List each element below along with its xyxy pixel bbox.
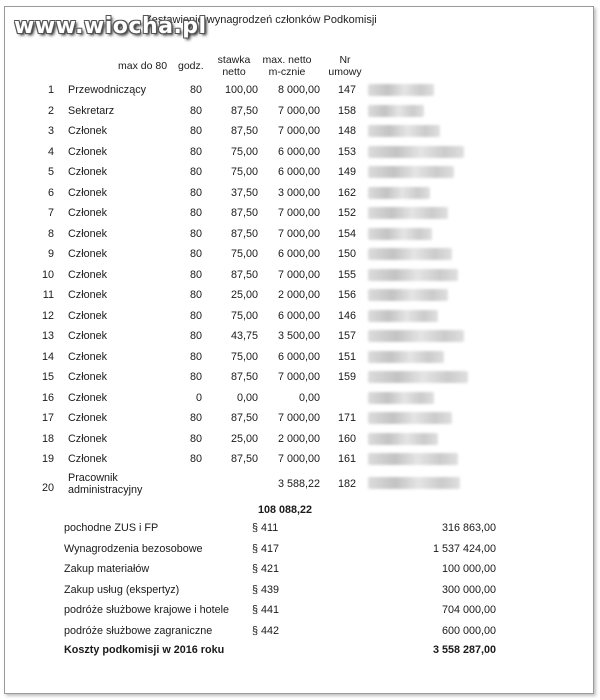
cost-code: § 421 — [252, 563, 280, 575]
row-number: 2 — [47, 104, 54, 117]
cost-amount: 704 000,00 — [441, 604, 496, 616]
row-contract-nr: 161 — [337, 453, 356, 465]
row-number: 13 — [41, 330, 54, 342]
cost-row — [0, 604, 600, 624]
row-role: Członek — [68, 330, 108, 342]
redacted-name — [368, 330, 464, 342]
row-hours: 80 — [189, 104, 202, 117]
table-row — [0, 453, 600, 473]
row-rate: 37,50 — [230, 186, 258, 199]
row-role: Członek — [68, 391, 108, 404]
final-cost-amount: 3 558 287,00 — [432, 644, 496, 656]
row-hours: 80 — [189, 84, 202, 96]
row-rate: 87,50 — [230, 125, 258, 137]
row-number: 8 — [47, 227, 54, 240]
row-hours: 80 — [189, 309, 202, 322]
row-contract-nr: 146 — [337, 309, 356, 322]
row-hours: 80 — [189, 412, 202, 424]
row-hours: 80 — [189, 125, 202, 137]
row-hours: 80 — [189, 268, 202, 281]
redacted-name — [368, 433, 438, 445]
row-rate: 75,00 — [230, 166, 258, 178]
row-hours: 80 — [189, 453, 202, 465]
row-max-net: 0,00 — [298, 391, 320, 404]
row-contract-nr: 182 — [337, 478, 356, 490]
row-role: Członek — [68, 248, 108, 260]
row-hours: 80 — [189, 371, 202, 383]
redacted-name — [368, 392, 434, 404]
row-hours: 80 — [189, 330, 202, 342]
row-contract-nr: 148 — [337, 125, 356, 137]
row-max-net: 7 000,00 — [277, 453, 320, 465]
row-max-net: 3 000,00 — [277, 186, 320, 199]
redacted-name — [368, 477, 460, 489]
row-number: 16 — [41, 391, 54, 404]
row-max-net: 7 000,00 — [277, 207, 320, 219]
row-max-net: 3 588,22 — [277, 478, 320, 490]
row-max-net: 6 000,00 — [277, 145, 320, 158]
redacted-name — [368, 412, 452, 424]
row-hours: 80 — [189, 186, 202, 199]
row-number: 14 — [41, 350, 54, 363]
header-max: max do 80 — [118, 60, 168, 72]
row-max-net: 6 000,00 — [277, 350, 320, 363]
cost-code: § 439 — [252, 583, 280, 596]
row-number: 19 — [41, 453, 54, 465]
row-rate: 25,00 — [230, 289, 258, 301]
row-number: 6 — [47, 186, 54, 199]
row-number: 12 — [41, 309, 54, 322]
row-max-net: 2 000,00 — [277, 289, 320, 301]
row-role: Członek — [68, 166, 108, 178]
row-rate: 87,50 — [230, 207, 258, 219]
row-rate: 87,50 — [230, 104, 258, 117]
row-hours: 80 — [189, 227, 202, 240]
document-title: Zestawienie wynagrodzeń członków Podkomisji — [145, 14, 377, 26]
redacted-name — [368, 105, 424, 117]
cost-code: § 417 — [252, 542, 280, 555]
row-role: Członek — [68, 309, 108, 322]
cost-code: § 441 — [252, 604, 280, 616]
row-role: Członek — [68, 125, 108, 137]
header-rate — [214, 54, 254, 78]
row-contract-nr: 160 — [337, 432, 356, 445]
row-role: Sekretarz — [68, 104, 115, 117]
row-role: Członek — [68, 268, 108, 281]
cost-row — [0, 543, 600, 563]
row-contract-nr: 153 — [337, 145, 356, 158]
row-hours: 80 — [189, 350, 202, 363]
table-row — [0, 125, 600, 145]
row-contract-nr: 150 — [337, 248, 356, 260]
table-row — [0, 207, 600, 227]
row-number: 9 — [47, 248, 54, 260]
row-rate: 87,50 — [230, 268, 258, 281]
redacted-name — [368, 228, 432, 240]
row-max-net: 6 000,00 — [277, 166, 320, 178]
row-number: 4 — [47, 145, 54, 158]
row-role: Członek — [68, 207, 108, 219]
row-max-net: 3 500,00 — [277, 330, 320, 342]
redacted-name — [368, 248, 452, 260]
row-contract-nr: 149 — [337, 166, 356, 178]
row-rate: 100,00 — [224, 84, 258, 96]
table-row — [0, 310, 600, 330]
final-cost-row — [0, 644, 600, 664]
row-number: 1 — [47, 84, 54, 96]
table-row — [0, 289, 600, 309]
table-row — [0, 351, 600, 371]
cost-amount: 600 000,00 — [441, 624, 496, 637]
table-row — [0, 412, 600, 432]
row-contract-nr: 159 — [337, 371, 356, 383]
row-max-net: 6 000,00 — [277, 309, 320, 322]
redacted-name — [368, 453, 458, 465]
table-row — [0, 269, 600, 289]
row-number: 3 — [47, 125, 54, 137]
row-contract-nr: 151 — [337, 350, 356, 363]
row-role: Członek — [68, 453, 108, 465]
cost-amount: 316 863,00 — [441, 522, 496, 534]
header-max-net-line1: max. netto — [262, 54, 312, 66]
row-max-net: 7 000,00 — [277, 227, 320, 240]
header-contract-nr — [326, 54, 364, 78]
header-rate-line2: netto — [222, 66, 246, 78]
header-rate-line1: stawka — [217, 54, 251, 66]
total-sum: 108 088,22 — [258, 504, 313, 516]
row-rate: 87,50 — [230, 453, 258, 465]
row-role-line1: Pracownik — [68, 472, 118, 484]
table-row — [0, 146, 600, 166]
row-number: 7 — [47, 207, 54, 219]
row-number: 10 — [41, 268, 54, 281]
redacted-name — [368, 310, 438, 322]
row-max-net: 7 000,00 — [277, 104, 320, 117]
row-role: Członek — [68, 227, 108, 240]
redacted-name — [368, 371, 468, 383]
row-rate: 25,00 — [230, 432, 258, 445]
header-max-net-line2: m-cznie — [268, 66, 306, 78]
table-row — [0, 371, 600, 391]
cost-amount: 300 000,00 — [441, 583, 496, 596]
redacted-name — [368, 146, 464, 158]
row-rate: 43,75 — [230, 330, 258, 342]
row-max-net: 8 000,00 — [277, 84, 320, 96]
redacted-name — [368, 125, 440, 137]
cost-label: pochodne ZUS i FP — [64, 522, 159, 534]
cost-label: Wynagrodzenia bezosobowe — [64, 542, 203, 555]
row-hours: 80 — [189, 289, 202, 301]
cost-row — [0, 584, 600, 604]
row-hours: 80 — [189, 207, 202, 219]
row-role: Członek — [68, 350, 108, 363]
row-hours: 80 — [189, 248, 202, 260]
row-role: Członek — [68, 145, 108, 158]
row-number: 20 — [41, 482, 54, 494]
table-row — [0, 187, 600, 207]
row-max-net: 7 000,00 — [277, 371, 320, 383]
header-hours: godz. — [178, 60, 204, 72]
row-contract-nr: 154 — [337, 227, 356, 240]
row-number: 17 — [41, 412, 54, 424]
redacted-name — [368, 84, 434, 96]
row-number: 11 — [42, 289, 54, 301]
table-row — [0, 84, 600, 104]
row-role: Członek — [68, 432, 108, 445]
row-rate: 87,50 — [230, 412, 258, 424]
cost-row — [0, 625, 600, 645]
row-role-line2: administracyjny — [68, 484, 143, 496]
cost-amount: 1 537 424,00 — [432, 542, 496, 555]
row-contract-nr: 155 — [337, 268, 356, 281]
table-row — [0, 166, 600, 186]
row-contract-nr: 171 — [337, 412, 356, 424]
row-role: Członek — [68, 186, 108, 199]
table-row — [0, 330, 600, 350]
row-rate: 75,00 — [230, 248, 258, 260]
redacted-name — [368, 289, 448, 301]
row-max-net: 7 000,00 — [277, 125, 320, 137]
row-hours: 80 — [189, 145, 202, 158]
row-role: Członek — [68, 371, 108, 383]
row-contract-nr: 162 — [337, 186, 356, 199]
cost-amount: 100 000,00 — [441, 563, 496, 575]
cost-label: podróże służbowe krajowe i hotele — [64, 604, 230, 616]
row-number: 5 — [47, 166, 54, 178]
row-contract-nr: 147 — [337, 84, 356, 96]
row-role: Członek — [68, 289, 108, 301]
row-hours: 80 — [189, 166, 202, 178]
row-rate: 87,50 — [230, 371, 258, 383]
row-role — [68, 472, 142, 496]
row-role: Członek — [68, 412, 108, 424]
row-contract-nr: 157 — [337, 330, 356, 342]
cost-label: Zakup usług (ekspertyz) — [64, 583, 180, 596]
row-contract-nr: 152 — [337, 207, 356, 219]
row-number: 15 — [41, 371, 54, 383]
header-contract-nr-line2: umowy — [328, 66, 362, 78]
row-max-net: 7 000,00 — [277, 412, 320, 424]
table-row — [0, 433, 600, 453]
row-rate: 75,00 — [230, 145, 258, 158]
final-cost-label: Koszty podkomisji w 2016 roku — [64, 644, 225, 656]
watermark-logo: www.wiocha.pl — [14, 14, 207, 39]
row-rate: 75,00 — [230, 350, 258, 363]
cost-label: podróże służbowe zagraniczne — [64, 624, 213, 637]
cost-label: Zakup materiałów — [64, 563, 150, 575]
row-rate: 0,00 — [236, 391, 258, 404]
table-row — [0, 392, 600, 412]
table-row — [0, 105, 600, 125]
cost-code: § 442 — [252, 624, 280, 637]
redacted-name — [368, 269, 458, 281]
row-rate: 75,00 — [230, 309, 258, 322]
row-hours: 0 — [195, 391, 202, 404]
row-number: 18 — [41, 432, 54, 445]
redacted-name — [368, 166, 454, 178]
row-max-net: 6 000,00 — [277, 248, 320, 260]
row-contract-nr: 158 — [337, 104, 356, 117]
header-contract-nr-line1: Nr — [339, 54, 351, 66]
cost-row — [0, 563, 600, 583]
row-role: Przewodniczący — [68, 84, 147, 96]
row-contract-nr: 156 — [337, 289, 356, 301]
table-row-20 — [0, 474, 600, 504]
row-rate: 87,50 — [230, 227, 258, 240]
cost-code: § 411 — [252, 522, 279, 534]
header-max-net — [256, 54, 318, 78]
row-max-net: 7 000,00 — [277, 268, 320, 281]
row-max-net: 2 000,00 — [277, 432, 320, 445]
redacted-name — [368, 207, 448, 219]
row-hours: 80 — [189, 432, 202, 445]
table-row — [0, 228, 600, 248]
cost-row — [0, 522, 600, 542]
redacted-name — [368, 187, 430, 199]
table-row — [0, 248, 600, 268]
redacted-name — [368, 351, 444, 363]
